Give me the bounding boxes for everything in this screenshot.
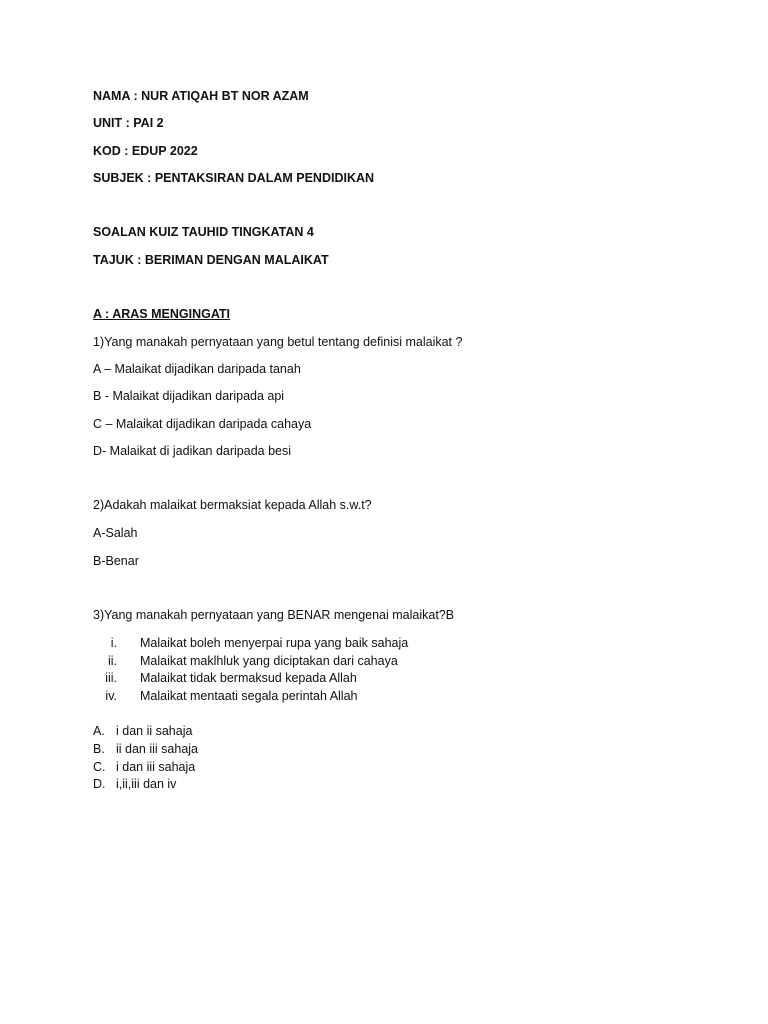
q3-option-text: i dan iii sahaja	[116, 760, 196, 774]
statement-text: Malaikat maklhluk yang diciptakan dari cahaya	[140, 654, 398, 668]
quiz-topic: TAJUK : BERIMAN DENGAN MALAIKAT	[93, 253, 329, 267]
q3-option-letter: A.	[93, 724, 105, 738]
statement-number: iii.	[105, 671, 117, 685]
quiz-title: SOALAN KUIZ TAUHID TINGKATAN 4	[93, 225, 314, 239]
q3-option-text: i,ii,iii dan iv	[116, 777, 177, 791]
statement-text: Malaikat mentaati segala perintah Allah	[140, 689, 358, 703]
statement-text: Malaikat boleh menyerpai rupa yang baik sahaja	[140, 636, 409, 650]
q1-option-a: A – Malaikat dijadikan daripada tanah	[93, 362, 301, 376]
q3-option-text: ii dan iii sahaja	[116, 742, 198, 756]
q3-option-letter: C.	[93, 760, 106, 774]
q1-option-c: C – Malaikat dijadikan daripada cahaya	[93, 417, 312, 431]
subject-line: SUBJEK : PENTAKSIRAN DALAM PENDIDIKAN	[93, 171, 375, 185]
statement-number: iv.	[105, 689, 117, 703]
statement-number: ii.	[107, 654, 117, 668]
q1-option-b: B - Malaikat dijadikan daripada api	[93, 389, 285, 403]
q3-option-text: i dan ii sahaja	[116, 724, 193, 738]
question-1: 1)Yang manakah pernyataan yang betul tentang definisi malaikat ?	[93, 335, 463, 349]
q2-option-a: A-Salah	[93, 526, 138, 540]
statement-text: Malaikat tidak bermaksud kepada Allah	[140, 671, 357, 685]
section-heading: A : ARAS MENGINGATI	[93, 307, 231, 321]
unit-line: UNIT : PAI 2	[93, 116, 164, 130]
q2-option-b: B-Benar	[93, 554, 139, 568]
q3-option-letter: D.	[93, 777, 106, 791]
q3-option-letter: B.	[93, 742, 105, 756]
statement-number: i.	[110, 636, 117, 650]
q1-option-d: D- Malaikat di jadikan daripada besi	[93, 444, 292, 458]
course-code-line: KOD : EDUP 2022	[93, 144, 198, 158]
question-3: 3)Yang manakah pernyataan yang BENAR mengenai malaikat?B	[93, 608, 455, 622]
question-2: 2)Adakah malaikat bermaksiat kepada Allah s.w.t?	[93, 498, 372, 512]
student-name: NAMA : NUR ATIQAH BT NOR AZAM	[93, 89, 309, 103]
